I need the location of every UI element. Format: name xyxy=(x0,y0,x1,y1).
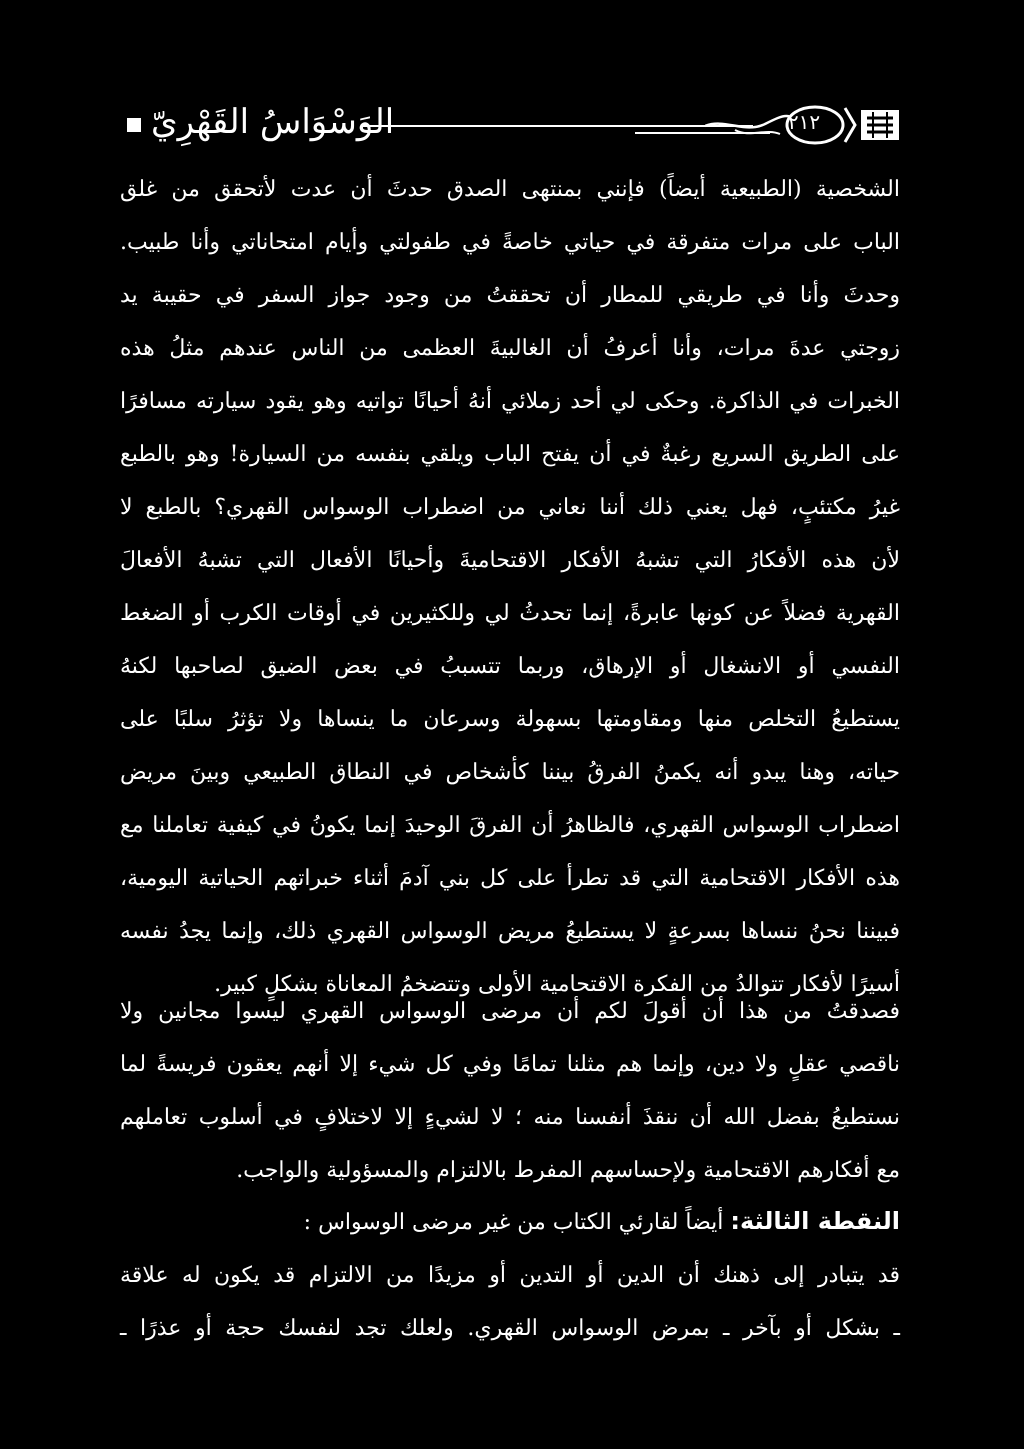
text-line: الخبرات في الذاكرة. وحكى لي أحد زملائي أنهُ أحيانًا تواتيه وهو يقود سيارته مسافرًا xyxy=(120,389,900,414)
text-line: النفسي أو الانشغال أو الإرهاق، وربما تتسببُ في بعض الضيق لصاحبها لكنهُ xyxy=(120,654,900,679)
text-line: غيرُ مكتئبٍ، فهل يعني ذلك أننا نعاني من اضطراب الوسواس القهري؟ بالطبع لا xyxy=(120,495,900,520)
text-line: ـ بشكل أو بآخر ـ بمرض الوسواس القهري. ولعلك تجد لنفسك حجة أو عذرًا ـ xyxy=(120,1316,900,1341)
text-line: الشخصية (الطبيعية أيضاً) فإنني بمنتهى الصدق حدثَ أن عدت لأتحقق من غلق xyxy=(120,177,900,202)
book-title: الوَسْوَاسُ القَهْرِيّ xyxy=(151,102,395,142)
text-line: زوجتي عدةَ مرات، وأنا أعرفُ أن الغالبيةَ العظمى من الناس عندهم مثلُ هذه xyxy=(120,336,900,361)
text-line: الباب على مرات متفرقة في حياتي خاصةً في طفولتي وأيام امتحاناتي وأنا طبيب. xyxy=(120,230,900,255)
section-heading-line xyxy=(120,1195,900,1249)
text-line: مع أفكارهم الاقتحامية ولإحساسهم المفرط بالالتزام والمسؤولية والواجب. xyxy=(236,1158,900,1183)
paragraph-3 xyxy=(120,1195,900,1355)
header-square-marker xyxy=(127,118,141,132)
page-number: ٢١٢ xyxy=(787,110,821,134)
header-rule-line xyxy=(363,125,753,127)
text-line: هذه الأفكار الاقتحامية التي قد تطرأ على كل بني آدمَ أثناء خبراتهم الحياتية اليومية، xyxy=(120,866,900,891)
text-line: اضطراب الوسواس القهري، فالظاهرُ أن الفرقَ الوحيدَ إنما يكونُ في كيفية تعاملنا مع xyxy=(120,813,900,838)
text-line: حياته، وهنا يبدو أنه يكمنُ الفرقُ بيننا كأشخاص في النطاق الطبيعي وبينَ مريض xyxy=(120,760,900,785)
text-line: قد يتبادر إلى ذهنك أن الدين أو التدين أو مزيدًا من الالتزام قد يكون له علاقة xyxy=(120,1263,900,1288)
page-header xyxy=(115,88,905,158)
text-line: وحدثَ وأنا في طريقي للمطار أن تحققتُ من وجود جواز السفر في حقيبة يد xyxy=(120,283,900,308)
text-line: لأن هذه الأفكارُ التي تشبهُ الأفكار الاقتحاميةَ وأحيانًا الأفعال التي تشبهُ الأفعالَ xyxy=(120,548,900,573)
paragraph-2 xyxy=(120,985,900,1197)
text-line: القهرية فضلاً عن كونها عابرةً، إنما تحدثُ لي وللكثيرين في أوقات الكرب أو الضغط xyxy=(120,601,900,626)
paragraph-1 xyxy=(120,163,900,1011)
text-line: فصدقتُ من هذا أن أقولَ لكم أن مرضى الوسواس القهري ليسوا مجانين ولا xyxy=(120,999,900,1024)
section-heading-rest: أيضاً لقارئي الكتاب من غير مرضى الوسواس : xyxy=(303,1210,724,1235)
text-line: يستطيعُ التخلص منها ومقاومتها بسهولة وسرعان ما ينساها ولا تؤثرُ سلبًا على xyxy=(120,707,900,732)
text-line: نستطيعُ بفضل الله أن ننقذَ أنفسنا منه ؛ لا لشيءٍ إلا لاختلافٍ في أسلوب تعاملهم xyxy=(120,1105,900,1130)
text-line: على الطريق السريع رغبةٌ في أن يفتح الباب ويلقي بنفسه من السيارة! وهو بالطبع xyxy=(120,442,900,467)
text-line: فبيننا نحنُ ننساها بسرعةٍ لا يستطيعُ مريض الوسواس القهري ذلك، وإنما يجدُ نفسه xyxy=(120,919,900,944)
text-line: ناقصي عقلٍ ولا دين، وإنما هم مثلنا تمامًا وفي كل شيء إلا أنهم يعقون فريسةً لما xyxy=(120,1052,900,1077)
section-heading: النقطة الثالثة: xyxy=(730,1207,900,1235)
text-line: أسيرًا لأفكار تتوالدُ من الفكرة الاقتحامية الأولى وتتضخمُ المعاناة بشكلٍ كبير. xyxy=(214,972,900,997)
